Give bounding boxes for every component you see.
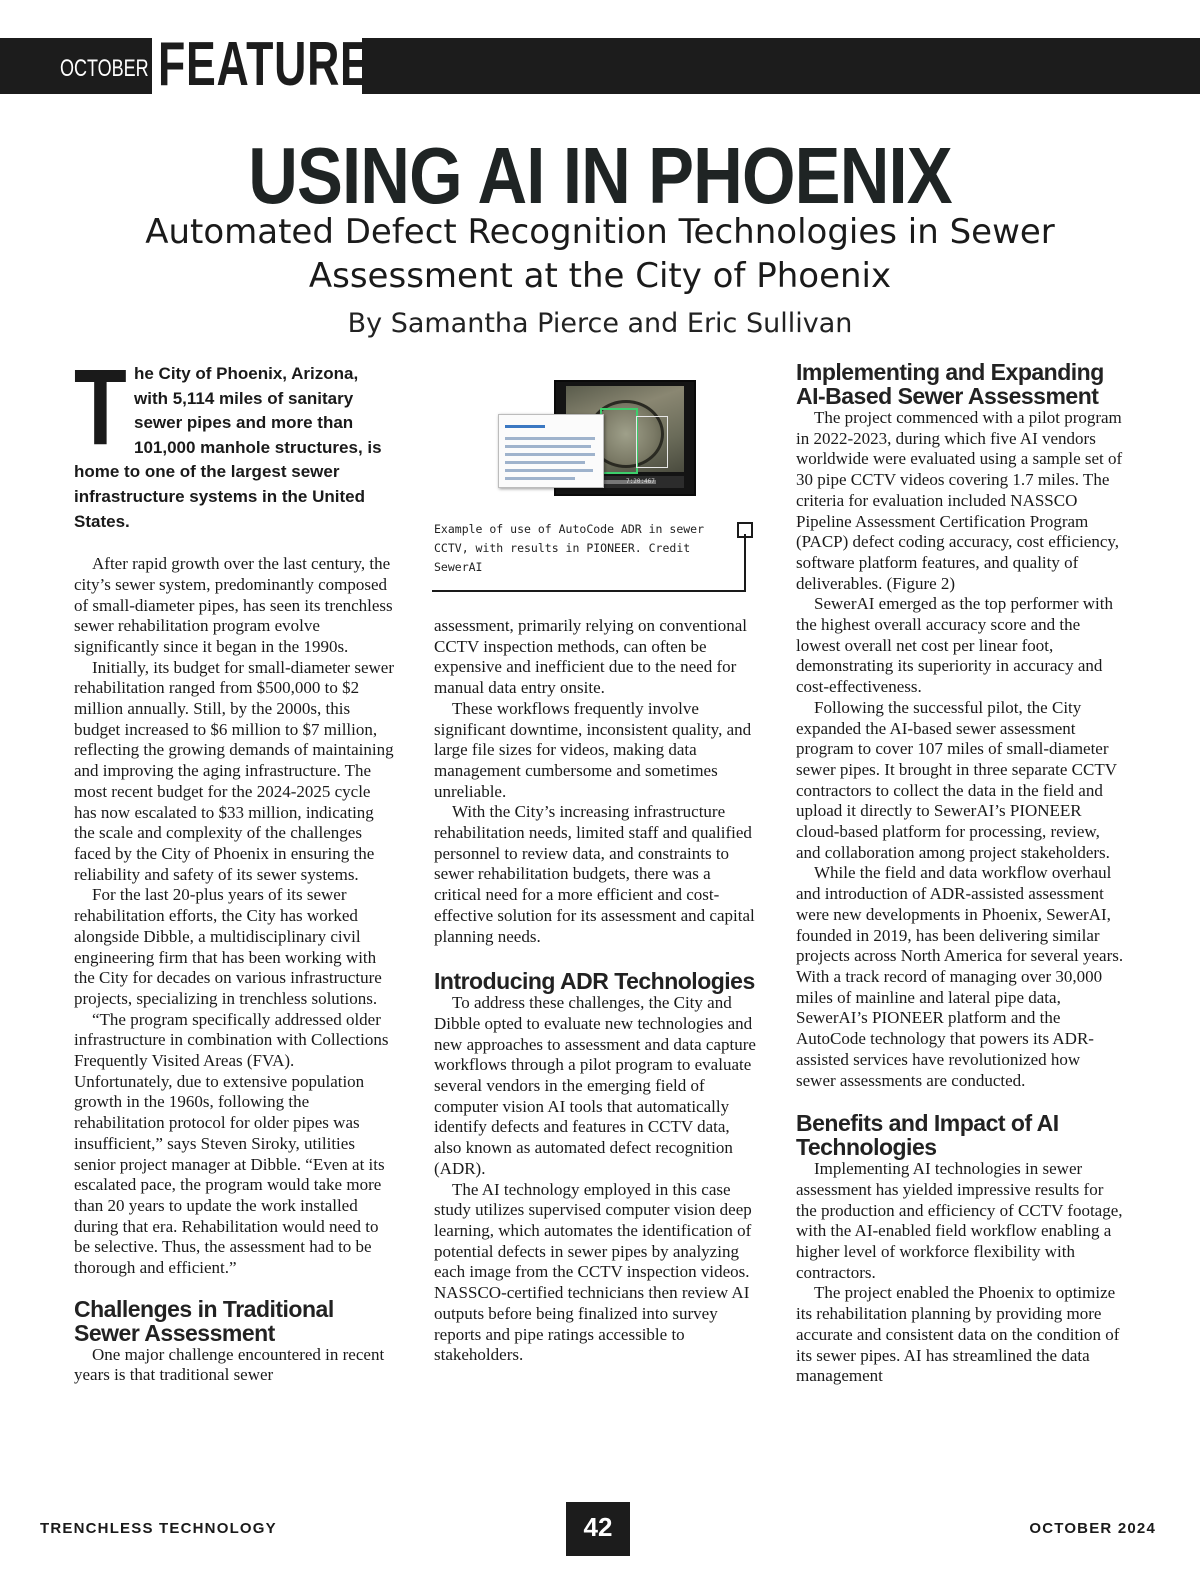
panel-header [505,425,545,428]
panel-row [505,453,595,456]
drop-cap: T [74,346,127,467]
caption-rule-vertical [744,534,746,592]
body-paragraph: For the last 20-plus years of its sewer rehabilitation efforts, the City has worked alongside Dibble, a multidisciplinary civil engineering firm that has been working with the City for decades on various infrastructure projects, specializing in trenchless solutions. [74,885,382,1008]
caption-rule-horizontal [432,590,746,592]
body-paragraph: The project commenced with a pilot program in 2022-2023, during which five AI vendors worldwide were evaluated using a sample set of 30 pipe CCTV videos covering 1.7 miles. The criteria for evaluation included NASSCO Pipeline Assessment Certification Program (PACP) defect coding accuracy, cost efficiency, software platform features, and quality of deliverables. (Figure 2) [796,408,1123,593]
defect-box [600,408,638,474]
body-paragraph: While the field and data workflow overhaul and introduction of ADR-assisted assessment were new developments in Phoenix, SewerAI, founded in 2019, has been delivering similar projects across North America for several years. With a track record of managing over 30,000 miles of mainline and lateral pipe data, SewerAI’s PIONEER platform and the AutoCode technology that powers its ADR-assisted services have revolutionized how sewer assessments are conducted. [796,863,1124,1090]
subheading-benefits: Benefits and Impact of AI Technologies [796,1110,1059,1161]
article-byline: By Samantha Pierce and Eric Sullivan [347,308,853,339]
section-label: FEATURE [158,30,371,99]
body-paragraph: The AI technology employed in this case study utilizes supervised computer vision deep learning, which automates the identification of potential defects in sewer pipes by analyzing each image from the CCTV inspection videos. NASSCO-certified technicians then review AI outputs before being finalized into survey reports and pipe ratings accessible to stakeholders. [434,1179,752,1365]
body-paragraph: To address these challenges, the City and Dibble opted to evaluate new technologies and new approaches to assessment and data capture workflows through a pilot program to evaluate several vendors in the emerging field of computer vision AI tools that automatically identify defects and features in CCTV data, also known as automated defect recognition (ADR). [434,993,756,1178]
panel-row [505,477,575,480]
footer-issue: OCTOBER 2024 [1029,1520,1156,1537]
column-3 [796,360,1124,1387]
body-paragraph: These workflows frequently involve significant downtime, inconsistent quality, and large file sizes for videos, making data management cumbersome and sometimes unreliable. [434,698,752,801]
subheading-adr: Introducing ADR Technologies [434,968,755,995]
figure-screenshot [496,378,698,494]
article-subtitle: Automated Defect Recognition Technologies in Sewer Assessment at the City of Phoenix [145,212,1055,296]
column-1 [74,346,394,1386]
defect-box [636,416,668,468]
pioneer-results-panel [498,414,604,488]
body-paragraph: With the City’s increasing infrastructure rehabilitation needs, limited staff and qualified personnel to review data, and constraints to sewer rehabilitation budgets, there was a critical need for a more efficient and cost-effective solution for its assessment and capital planning needs. [434,802,755,946]
body-paragraph: Initially, its budget for small-diameter sewer rehabilitation ranged from $500,000 to $2 million annually. Still, by the 2000s, this budget increased to $6 million to $7 million, reflecting the growing demands of maintaining and improving the aging infrastructure. The most recent budget for the 2024-2025 cycle has now escalated to $33 million, indicating the scale and complexity of the challenges faced by the City of Phoenix in ensuring the reliability and safety of its sewer systems. [74,657,394,884]
section-month: OCTOBER [60,55,149,82]
video-timecode: 7:20:467 [626,478,655,485]
body-paragraph: “The program specifically addressed older infrastructure in combination with Collections Frequently Visited Areas (FVA). Unfortunately, due to extensive population growth in the 1960s, following the rehabilitation protocol for older pipes was insufficient,” says Steven Siroky, utilities senior project manager at Dibble. “Even at its escalated pace, the program would take more than 20 years to update the work installed during that era. Rehabilitation would need to be selective. Thus, the assessment had to be thorough and efficient.” [74,1009,389,1278]
lead-text: he City of Phoenix, Arizona, with 5,114 miles of sanitary sewer pipes and more than 101,000 manhole structures, is home to one of the largest sewer infrastructure systems in the United States. [74,364,382,531]
figure-caption: Example of use of AutoCode ADR in sewer CCTV, with results in PIONEER. Credit SewerAI [434,522,705,574]
body-paragraph: The project enabled the Phoenix to optimize its rehabilitation planning by providing more accurate and consistent data on the condition of its sewer pipes. AI has streamlined the data management [796,1283,1120,1386]
subheading-challenges: Challenges in Traditional Sewer Assessment [74,1295,334,1346]
body-paragraph: assessment, primarily relying on conventional CCTV inspection methods, can often be expensive and inefficient due to the need for manual data entry onsite. [434,616,748,698]
panel-row [505,445,591,448]
subheading-implementing: Implementing and Expanding AI-Based Sewer Assessment [796,359,1104,409]
footer-publication: TRENCHLESS TECHNOLOGY [40,1520,277,1537]
body-paragraph: After rapid growth over the last century, the city’s sewer system, predominantly composed of small-diameter pipes, has seen its trenchless sewer rehabilitation program evolve significantly since it began in the 1990s. [74,554,393,656]
body-paragraph: One major challenge encountered in recent years is that traditional sewer [74,1344,385,1385]
body-paragraph: Implementing AI technologies in sewer assessment has yielded impressive results for the production and efficiency of CCTV footage, with the AI-enabled field workflow enabling a higher level of workforce flexibility with contractors. [796,1159,1123,1282]
body-paragraph: SewerAI emerged as the top performer with the highest overall accuracy score and the lowest overall net cost per linear foot, demonstrating its superiority in accuracy and cost-effectiveness. [796,594,1113,697]
panel-row [505,437,595,440]
panel-row [505,461,585,464]
article-title: USING AI IN PHOENIX [248,131,952,220]
page-number: 42 [583,1512,613,1542]
lead-paragraph [74,346,394,534]
panel-row [505,469,593,472]
column-2 [434,616,756,1366]
body-paragraph: Following the successful pilot, the City expanded the AI-based sewer assessment program to cover 107 miles of small-diameter sewer pipes. It brought in three separate CCTV contractors to collect the data in the field and upload it directly to SewerAI’s PIONEER cloud-based platform for processing, review, and collaboration among project stakeholders. [796,697,1117,862]
